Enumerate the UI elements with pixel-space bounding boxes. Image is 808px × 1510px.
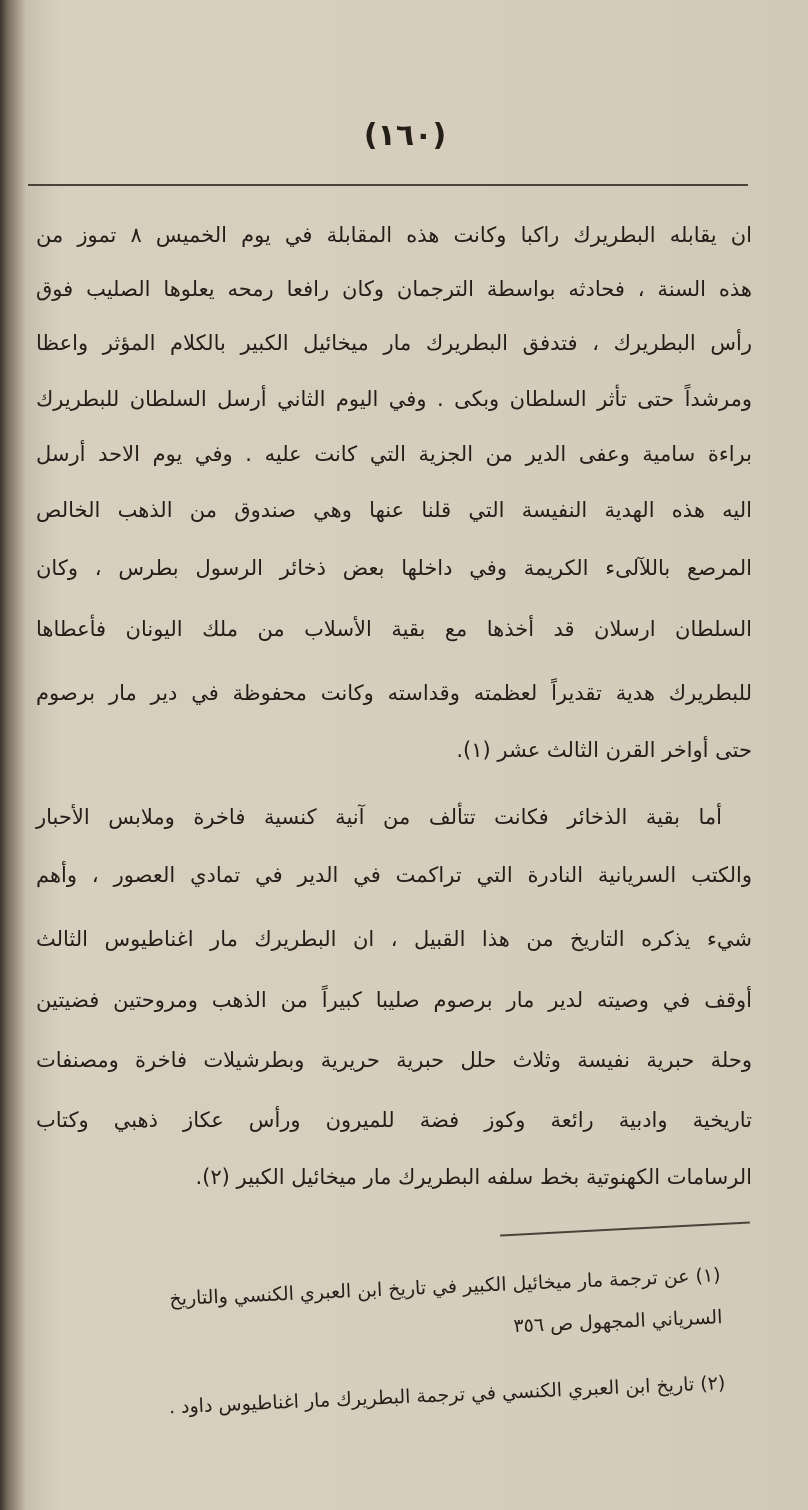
body-line: تاريخية وادبية رائعة وكوز فضة للميرون ورأس عكاز ذهبي وكتاب (36, 1108, 752, 1132)
body-line: السلطان ارسلان قد أخذها مع بقية الأسلاب من ملك اليونان فأعطاها (36, 617, 752, 641)
body-line: ومرشداً حتى تأثر السلطان وبكى . وفي اليوم الثاني أرسل السلطان للبطريرك (36, 387, 752, 411)
body-line: رأس البطريرك ، فتدفق البطريرك مار ميخائيل الكبير بالكلام المؤثر واعظا (36, 331, 752, 355)
body-line: براءة سامية وعفى الدير من الجزية التي كانت عليه . وفي يوم الاحد أرسل (36, 442, 752, 466)
page-number: (١٦٠) (363, 118, 447, 153)
body-line: للبطريرك هدية تقديراً لعظمته وقداسته وكانت محفوظة في دير مار برصوم (36, 681, 752, 705)
body-line: هذه السنة ، فحادثه بواسطة الترجمان وكان رافعا رمحه يعلوها الصليب فوق (36, 277, 752, 301)
footnotes (30, 1237, 760, 1508)
header-rule (28, 184, 748, 186)
footnote-2: (٢) تاريخ ابن العبري الكنسي في ترجمة البطريرك مار اغناطيوس داود . (168, 1372, 726, 1419)
footnote-1: (١) عن ترجمة مار ميخائيل الكبير في تاريخ ابن العبري الكنسي والتاريخ (168, 1264, 722, 1311)
footnote-rule (500, 1221, 750, 1236)
body-line: وحلة حبرية نفيسة وثلاث حلل حبرية حريرية وبطرشيلات فاخرة ومصنفات (36, 1048, 752, 1072)
body-line: أوقف في وصيته لدير مار برصوم صليبا كبيراً من الذهب ومروحتين فضيتين (36, 988, 752, 1012)
body-line: الرسامات الكهنوتية بخط سلفه البطريرك مار ميخائيل الكبير (٢). (195, 1165, 752, 1189)
body-line: المرصع باللآلىء الكريمة وفي داخلها بعض ذخائر الرسول بطرس ، وكان (36, 556, 752, 580)
body-line: اليه هذه الهدية النفيسة التي قلنا عنها وهي صندوق من الذهب الخالص (36, 498, 752, 522)
body-line: والكتب السريانية النادرة التي تراكمت في الدير في تمادي العصور ، وأهم (36, 863, 752, 887)
body-line: شيء يذكره التاريخ من هذا القبيل ، ان البطريرك مار اغناطيوس الثالث (36, 927, 752, 951)
body-line: أما بقية الذخائر فكانت تتألف من آنية كنسية فاخرة وملابس الأحبار (36, 805, 722, 829)
footnote-1-continued: السرياني المجهول ص ٣٥٦ (512, 1306, 723, 1338)
body-line: حتى أواخر القرن الثالث عشر (١). (456, 738, 752, 762)
body-line: ان يقابله البطريرك راكبا وكانت هذه المقابلة في يوم الخميس ٨ تموز من (36, 223, 753, 247)
